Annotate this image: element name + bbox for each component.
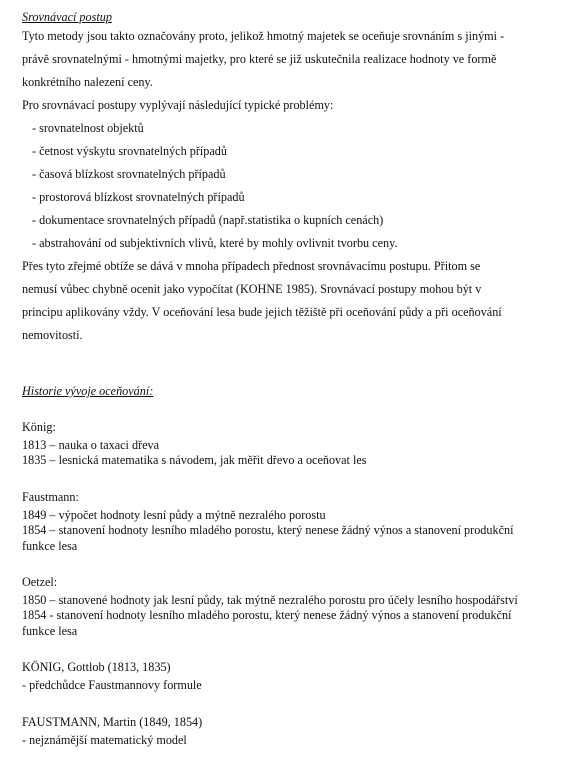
intro-line: Tyto metody jsou takto označovány proto, jelikož hmotný majetek se oceňuje srovnáním s jinými - <box>22 29 505 43</box>
block-name: Oetzel: <box>22 575 58 590</box>
history-block-faustmann-martin <box>22 711 542 748</box>
list-item: - prostorová blízkost srovnatelných případů <box>32 190 245 204</box>
closing-line: principu aplikovány vždy. V oceňování lesa bude jejich těžiště při oceňování půdy a při oceňování <box>22 305 502 319</box>
intro-line: právě srovnatelnými - hmotnými majetky, pro které se již uskutečnila realizace hodnoty ve formě <box>22 52 497 66</box>
problems-intro: Pro srovnávací postupy vyplývají následující typické problémy: <box>22 98 334 112</box>
block-name: FAUSTMANN, Martin (1849, 1854) <box>22 714 203 729</box>
history-block-konig-gottlob <box>22 656 542 693</box>
block-line: 1813 – nauka o taxaci dřeva <box>22 438 160 452</box>
list-item: - abstrahování od subjektivních vlivů, které by mohly ovlivnit tvorbu ceny. <box>32 236 398 250</box>
block-name: König: <box>22 420 56 434</box>
list-item: - četnost výskytu srovnatelných případů <box>32 144 227 158</box>
intro-line: konkrétního nalezení ceny. <box>22 75 153 89</box>
block-line: - předchůdce Faustmannovy formule <box>22 678 202 693</box>
section-srovnavaci-postup <box>22 10 542 347</box>
closing-line: Přes tyto zřejmé obtíže se dává v mnoha případech přednost srovnávacímu postupu. Přitom se <box>22 259 481 273</box>
list-item: - srovnatelnost objektů <box>32 121 144 135</box>
history-block-oetzel <box>22 571 542 639</box>
problem-list <box>22 117 542 255</box>
block-name: Faustmann: <box>22 489 79 504</box>
history-heading: Historie vývoje oceňování: <box>22 384 154 398</box>
block-line: 1854 - stanovení hodnoty lesního mladého porostu, který nenese žádný výnos a stanovení produkční <box>22 608 512 623</box>
list-item: - časová blízkost srovnatelných případů <box>32 167 226 181</box>
history-block-konig <box>22 416 542 469</box>
history-section <box>22 416 542 765</box>
closing-line: nemovitostí. <box>22 328 83 342</box>
closing-line: nemusí vůbec chybně ocenit jako vypočítat (KOHNE 1985). Srovnávací postupy mohou být v <box>22 282 482 296</box>
block-line: - nejznámější matematický model <box>22 732 187 747</box>
block-line: funkce lesa <box>22 538 78 553</box>
closing-paragraph <box>22 255 542 347</box>
block-name: KÖNIG, Gottlob (1813, 1835) <box>22 660 171 675</box>
intro-paragraph <box>22 25 542 94</box>
block-line: 1854 – stanovení hodnoty lesního mladého porostu, který nenese žádný výnos a stanovení produkční <box>22 523 514 538</box>
section-heading: Srovnávací postup <box>22 10 112 24</box>
block-line: 1849 – výpočet hodnoty lesní půdy a mýtně nezralého porostu <box>22 507 326 522</box>
block-line: funkce lesa <box>22 623 78 638</box>
history-block-faustmann <box>22 486 542 554</box>
block-line: 1835 – lesnická matematika s návodem, jak měřit dřevo a oceňovat les <box>22 453 367 468</box>
block-line: 1850 – stanovené hodnoty jak lesní půdy, tak mýtně nezralého porostu pro účely lesního hospodářství <box>22 593 518 608</box>
list-item: - dokumentace srovnatelných případů (např.statistika o kupních cenách) <box>32 213 384 227</box>
